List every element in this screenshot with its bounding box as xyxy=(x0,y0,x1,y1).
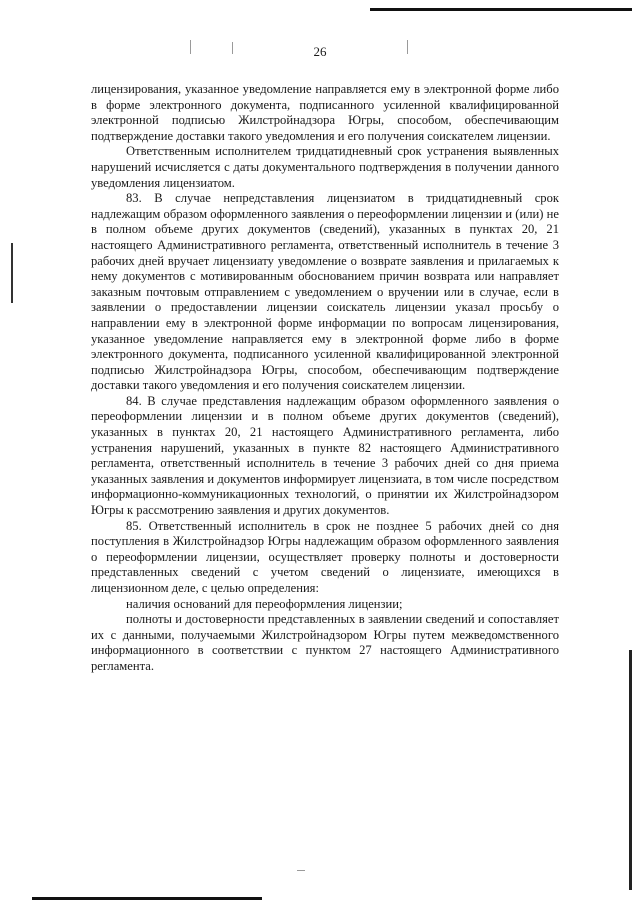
scan-mark-left xyxy=(11,243,13,303)
paragraph-licensing-notice-continuation: лицензирования, указанное уведомление направляется ему в электронной форме либо в форме электронного документа, подписанного усиленной квалифицированной электронной подписью Жилстройнадзора Югры, способом, обеспечивающим подтверждение доставки такого уведомления и его получения соискателем лицензии. xyxy=(91,82,559,143)
paragraph-85: 85. Ответственный исполнитель в срок не позднее 5 рабочих дней со дня поступления в Жилстройнадзор Югры надлежащим образом оформленного заявления о переоформлении лицензии, осуществляет проверку полноты и достоверности представленных сведений с учетом сведений о лицензиате, имеющихся в лицензионном деле, с целью определения: xyxy=(91,518,559,595)
paragraph-grounds-for-reissue: наличия оснований для переоформления лицензии; xyxy=(126,596,403,611)
scan-edge-top xyxy=(370,8,632,11)
paragraph-83: 83. В случае непредставления лицензиатом в тридцатидневный срок надлежащим образом оформленного заявления о переоформлении лицензии и (или) не в полном объеме других документов (сведений), указанных в пунктах 20, 21 настоящего Административного регламента, ответственный исполнитель в течение 3 рабочих дней вручает лицензиату уведомление о возврате заявления и прилагаемых к нему документов с мотивированным обоснованием причин возврата или направляет заказным почтовым отправлением с уведомлением о вручении или в случае, если в заявлении о предоставлении лицензии соискатель лицензии указал просьбу о направлении ему в электронной форме информации по вопросам лицензирования, указанное уведомление направляется ему в электронной форме либо в форме электронного документа, подписанного усиленной квалифицированной электронной подписью Жилстройнадзора Югры, способом, обеспечивающим подтверждение доставки такого уведомления и его получения соискателем лицензии. xyxy=(91,191,559,393)
page-number: 26 xyxy=(313,44,327,59)
scan-edge-bottom xyxy=(32,897,262,900)
document-body xyxy=(91,82,559,675)
scan-speck xyxy=(297,870,305,871)
paragraph-84: 84. В случае представления надлежащим образом оформленного заявления о переоформлении лицензии и в полном объеме других документов (сведений), указанных в пунктах 20, 21 настоящего Административного регламента, либо устранения нарушений, указанных в пункте 82 настоящего Административного регламента, ответственный исполнитель в течение 3 рабочих дней со дня приема указанных заявления и документов информирует лицензиата, в том числе посредством информационно-коммуникационных технологий, о принятии их Жилстройнадзором Югры к рассмотрению заявления и других документов. xyxy=(91,393,559,518)
scan-edge-right xyxy=(629,650,632,890)
paragraph-deadline-calculation: Ответственным исполнителем тридцатидневный срок устранения выявленных нарушений исчисляется с даты документального подтверждения в получении данного уведомления лицензиатом. xyxy=(91,144,559,190)
paragraph-completeness-check: полноты и достоверности представленных в заявлении сведений и сопоставляет их с данными, получаемыми Жилстройнадзором Югры путем межведомственного информационного в соответствии с пунктом 27 настоящего Административного регламента. xyxy=(91,612,559,673)
